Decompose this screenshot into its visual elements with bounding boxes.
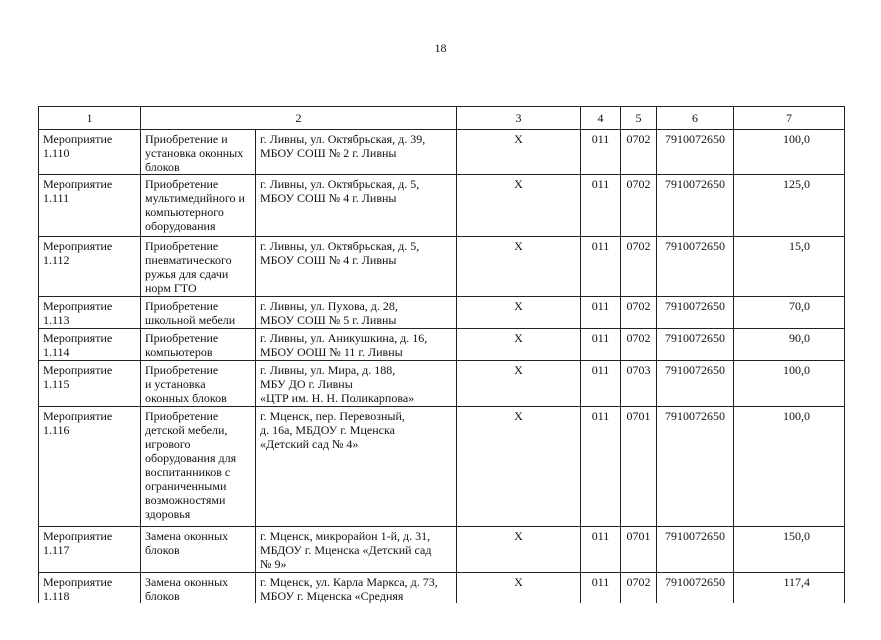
event-cell: Мероприятие 1.118 [39,573,141,604]
col3-cell: Х [457,527,581,573]
name-cell: Замена оконных блоков [141,573,256,604]
col5-cell: 0701 [621,407,657,527]
col5-cell: 0701 [621,527,657,573]
col6-cell: 7910072650 [657,527,734,573]
header-cell-2: 2 [141,107,457,130]
col3-cell: Х [457,130,581,175]
address-cell: г. Ливны, ул. Октябрьская, д. 5, МБОУ СОШ № 4 г. Ливны [256,237,457,297]
col6-cell: 7910072650 [657,297,734,329]
event-cell: Мероприятие 1.112 [39,237,141,297]
address-cell: г. Ливны, ул. Мира, д. 188, МБУ ДО г. Ливны «ЦТР им. Н. Н. Поликарпова» [256,361,457,407]
col3-cell: Х [457,237,581,297]
event-cell: Мероприятие 1.115 [39,361,141,407]
col6-cell: 7910072650 [657,130,734,175]
col6-cell: 7910072650 [657,361,734,407]
col4-cell: 011 [581,237,621,297]
col4-cell: 011 [581,329,621,361]
table-row [39,329,845,361]
address-cell: г. Мценск, пер. Перевозный, д. 16а, МБДОУ г. Мценска «Детский сад № 4» [256,407,457,527]
col5-cell: 0702 [621,130,657,175]
funding-table [38,106,845,603]
col6-cell: 7910072650 [657,407,734,527]
name-cell: Приобретение и установка оконных блоков [141,361,256,407]
col7-cell: 15,0 [734,237,845,297]
table-row [39,361,845,407]
col7-cell: 125,0 [734,175,845,237]
col4-cell: 011 [581,527,621,573]
event-cell: Мероприятие 1.114 [39,329,141,361]
event-cell: Мероприятие 1.110 [39,130,141,175]
header-cell-5: 5 [621,107,657,130]
col6-cell: 7910072650 [657,237,734,297]
col7-cell: 150,0 [734,527,845,573]
col4-cell: 011 [581,407,621,527]
name-cell: Приобретение мультимедийного и компьютерного оборудования [141,175,256,237]
header-row [39,107,845,130]
table-row [39,527,845,573]
table-row [39,130,845,175]
col4-cell: 011 [581,175,621,237]
event-cell: Мероприятие 1.116 [39,407,141,527]
name-cell: Приобретение и установка оконных блоков [141,130,256,175]
address-cell: г. Ливны, ул. Октябрьская, д. 39, МБОУ СОШ № 2 г. Ливны [256,130,457,175]
address-cell: г. Ливны, ул. Пухова, д. 28, МБОУ СОШ № 5 г. Ливны [256,297,457,329]
col5-cell: 0702 [621,573,657,604]
header-cell-1: 1 [39,107,141,130]
col7-cell: 100,0 [734,361,845,407]
col5-cell: 0703 [621,361,657,407]
name-cell: Приобретение детской мебели, игрового оборудования для воспитанников с ограниченными возможностями здоровья [141,407,256,527]
table-row [39,297,845,329]
event-cell: Мероприятие 1.111 [39,175,141,237]
col4-cell: 011 [581,130,621,175]
col6-cell: 7910072650 [657,175,734,237]
event-cell: Мероприятие 1.117 [39,527,141,573]
col3-cell: Х [457,297,581,329]
name-cell: Приобретение школьной мебели [141,297,256,329]
address-cell: г. Мценск, микрорайон 1-й, д. 31, МБДОУ г. Мценска «Детский сад № 9» [256,527,457,573]
col3-cell: Х [457,573,581,604]
col5-cell: 0702 [621,237,657,297]
col7-cell: 117,4 [734,573,845,604]
name-cell: Приобретение компьютеров [141,329,256,361]
header-cell-6: 6 [657,107,734,130]
table-row [39,407,845,527]
col5-cell: 0702 [621,297,657,329]
col7-cell: 90,0 [734,329,845,361]
col7-cell: 100,0 [734,407,845,527]
col6-cell: 7910072650 [657,329,734,361]
col7-cell: 100,0 [734,130,845,175]
address-cell: г. Мценск, ул. Карла Маркса, д. 73, МБОУ г. Мценска «Средняя [256,573,457,604]
address-cell: г. Ливны, ул. Октябрьская, д. 5, МБОУ СОШ № 4 г. Ливны [256,175,457,237]
table-row [39,573,845,604]
header-cell-3: 3 [457,107,581,130]
page-number: 18 [434,41,447,55]
header-cell-4: 4 [581,107,621,130]
col5-cell: 0702 [621,175,657,237]
col4-cell: 011 [581,297,621,329]
col3-cell: Х [457,407,581,527]
col4-cell: 011 [581,361,621,407]
col7-cell: 70,0 [734,297,845,329]
event-cell: Мероприятие 1.113 [39,297,141,329]
address-cell: г. Ливны, ул. Аникушкина, д. 16, МБОУ ООШ № 11 г. Ливны [256,329,457,361]
name-cell: Приобретение пневматического ружья для сдачи норм ГТО [141,237,256,297]
col6-cell: 7910072650 [657,573,734,604]
col3-cell: Х [457,361,581,407]
col3-cell: Х [457,329,581,361]
col3-cell: Х [457,175,581,237]
name-cell: Замена оконных блоков [141,527,256,573]
header-cell-7: 7 [734,107,845,130]
table-row [39,175,845,237]
col4-cell: 011 [581,573,621,604]
col5-cell: 0702 [621,329,657,361]
table-row [39,237,845,297]
